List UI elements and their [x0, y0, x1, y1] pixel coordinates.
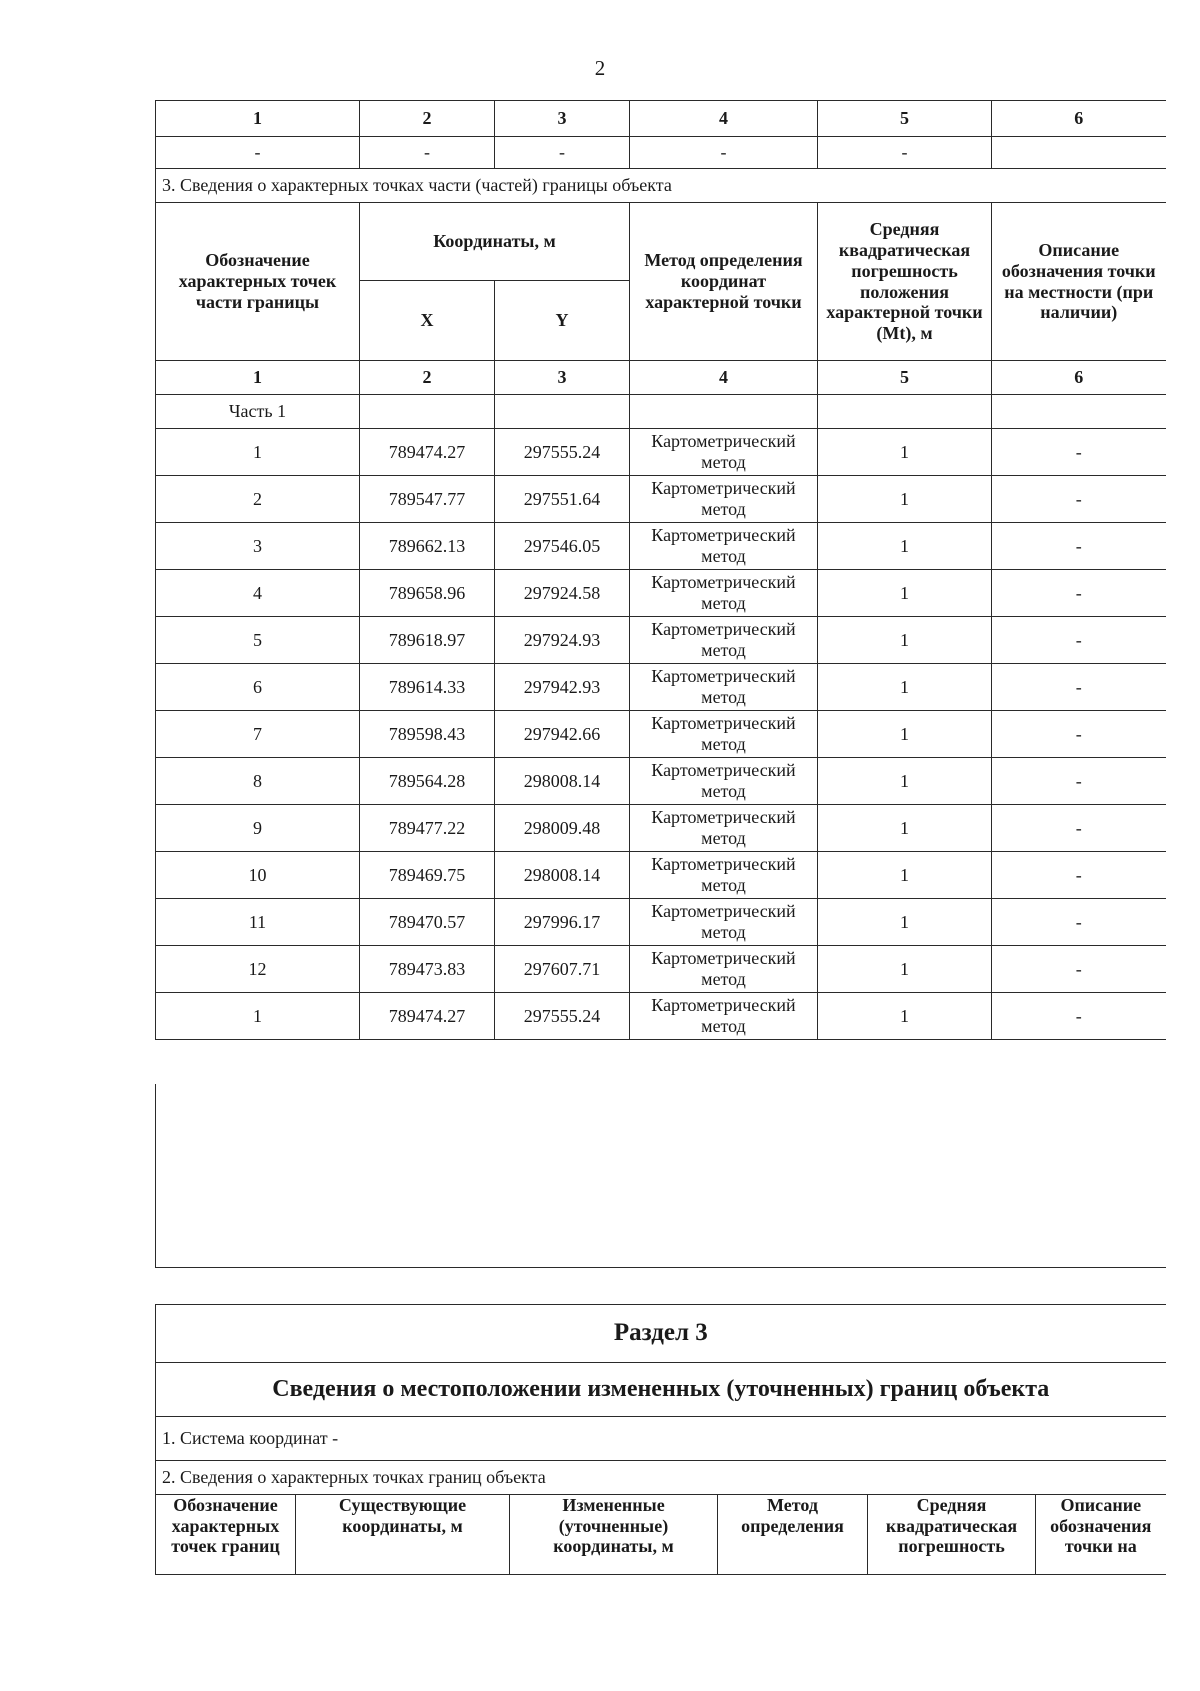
- mt-error: 1: [818, 993, 992, 1040]
- description: -: [992, 805, 1166, 852]
- coord-system-row: [156, 1417, 1166, 1461]
- description: -: [992, 429, 1166, 476]
- table-row: [156, 805, 1166, 852]
- method: Картометрический метод: [630, 946, 818, 993]
- empty-cell: [360, 395, 495, 429]
- points-table-title-row: [156, 169, 1166, 203]
- dash-row: [156, 137, 1166, 169]
- table-row: [156, 852, 1166, 899]
- method: Картометрический метод: [630, 805, 818, 852]
- table-row: [156, 664, 1166, 711]
- mt-error: 1: [818, 852, 992, 899]
- coord-y: 297942.66: [495, 711, 630, 758]
- header-error: Средняя квадратическая погрешность: [868, 1495, 1036, 1575]
- col-number: 2: [360, 361, 495, 395]
- method: Картометрический метод: [630, 758, 818, 805]
- header-error: Средняя квадратическая погрешность положения характерной точки (Mt), м: [818, 203, 992, 361]
- coord-y: 297924.93: [495, 617, 630, 664]
- part-row: [156, 395, 1166, 429]
- point-number: 3: [156, 523, 360, 570]
- table-row: [156, 711, 1166, 758]
- description: -: [992, 617, 1166, 664]
- header-x: X: [360, 281, 495, 361]
- mt-error: 1: [818, 429, 992, 476]
- empty-cell: [818, 395, 992, 429]
- empty-cell: [992, 395, 1166, 429]
- dash-cell: -: [156, 137, 360, 169]
- point-number: 2: [156, 476, 360, 523]
- coord-x: 789564.28: [360, 758, 495, 805]
- coord-x: 789662.13: [360, 523, 495, 570]
- section-points-title-row: [156, 1461, 1166, 1495]
- dash-cell: -: [495, 137, 630, 169]
- header-designation: Обозначение характерных точек границ: [156, 1495, 296, 1575]
- coord-y: 297607.71: [495, 946, 630, 993]
- empty-cell: [495, 395, 630, 429]
- coord-system: 1. Система координат -: [156, 1417, 1166, 1461]
- col-number: 2: [360, 101, 495, 137]
- coord-x: 789469.75: [360, 852, 495, 899]
- coord-x: 789618.97: [360, 617, 495, 664]
- mt-error: 1: [818, 758, 992, 805]
- coord-y: 297555.24: [495, 993, 630, 1040]
- header-description: Описание обозначения точки на местности (при наличии): [992, 203, 1166, 361]
- col-number: 5: [818, 101, 992, 137]
- coord-y: 298009.48: [495, 805, 630, 852]
- coord-y: 298008.14: [495, 852, 630, 899]
- mt-error: 1: [818, 711, 992, 758]
- col-number: 4: [630, 361, 818, 395]
- page-number: 2: [594, 56, 606, 80]
- method: Картометрический метод: [630, 899, 818, 946]
- col-number: 1: [156, 101, 360, 137]
- description: -: [992, 664, 1166, 711]
- coord-y: 297996.17: [495, 899, 630, 946]
- point-number: 12: [156, 946, 360, 993]
- dash-cell: -: [818, 137, 992, 169]
- description: -: [992, 993, 1166, 1040]
- table-row: [156, 758, 1166, 805]
- method: Картометрический метод: [630, 852, 818, 899]
- point-number: 9: [156, 805, 360, 852]
- mt-error: 1: [818, 570, 992, 617]
- section-header-row: [156, 1495, 1166, 1575]
- col-number: 3: [495, 101, 630, 137]
- point-number: 8: [156, 758, 360, 805]
- mt-error: 1: [818, 664, 992, 711]
- table-row: [156, 523, 1166, 570]
- section-points-title: 2. Сведения о характерных точках границ объекта: [156, 1461, 1166, 1495]
- header-method: Метод определения координат характерной точки: [630, 203, 818, 361]
- point-number: 1: [156, 429, 360, 476]
- description: -: [992, 899, 1166, 946]
- table-row: [156, 946, 1166, 993]
- points-table-title: 3. Сведения о характерных точках части (частей) границы объекта: [156, 169, 1166, 203]
- coord-x: 789614.33: [360, 664, 495, 711]
- top-col-numbers-row: [156, 101, 1166, 137]
- mt-error: 1: [818, 476, 992, 523]
- method: Картометрический метод: [630, 570, 818, 617]
- method: Картометрический метод: [630, 993, 818, 1040]
- description: -: [992, 711, 1166, 758]
- coord-x: 789474.27: [360, 429, 495, 476]
- table-row: [156, 993, 1166, 1040]
- dash-cell: -: [630, 137, 818, 169]
- points-col-numbers-row: [156, 361, 1166, 395]
- method: Картометрический метод: [630, 711, 818, 758]
- coord-x: 789474.27: [360, 993, 495, 1040]
- dash-cell: [992, 137, 1166, 169]
- coord-x: 789477.22: [360, 805, 495, 852]
- table-row: [156, 899, 1166, 946]
- description: -: [992, 758, 1166, 805]
- mt-error: 1: [818, 946, 992, 993]
- point-number: 11: [156, 899, 360, 946]
- mt-error: 1: [818, 899, 992, 946]
- col-number: 4: [630, 101, 818, 137]
- header-coords: Координаты, м: [360, 203, 630, 281]
- point-number: 7: [156, 711, 360, 758]
- method: Картометрический метод: [630, 429, 818, 476]
- header-changed-coords: Измененные (уточненные) координаты, м: [510, 1495, 718, 1575]
- coord-x: 789598.43: [360, 711, 495, 758]
- point-number: 4: [156, 570, 360, 617]
- method: Картометрический метод: [630, 617, 818, 664]
- coord-y: 298008.14: [495, 758, 630, 805]
- mt-error: 1: [818, 805, 992, 852]
- col-number: 3: [495, 361, 630, 395]
- col-number: 6: [992, 101, 1166, 137]
- section-subtitle: Сведения о местоположении измененных (уточненных) границ объекта: [156, 1363, 1166, 1417]
- table-row: [156, 429, 1166, 476]
- part-label: Часть 1: [156, 395, 360, 429]
- coord-x: 789658.96: [360, 570, 495, 617]
- point-number: 1: [156, 993, 360, 1040]
- col-number: 1: [156, 361, 360, 395]
- col-number: 5: [818, 361, 992, 395]
- header-method: Метод определения: [718, 1495, 868, 1575]
- coord-y: 297546.05: [495, 523, 630, 570]
- coord-y: 297551.64: [495, 476, 630, 523]
- section-subtitle-row: [156, 1363, 1166, 1417]
- coord-x: 789547.77: [360, 476, 495, 523]
- point-number: 10: [156, 852, 360, 899]
- description: -: [992, 476, 1166, 523]
- coord-y: 297555.24: [495, 429, 630, 476]
- coord-x: 789470.57: [360, 899, 495, 946]
- mt-error: 1: [818, 523, 992, 570]
- empty-cell: [630, 395, 818, 429]
- method: Картометрический метод: [630, 664, 818, 711]
- description: -: [992, 570, 1166, 617]
- dash-cell: -: [360, 137, 495, 169]
- coord-y: 297924.58: [495, 570, 630, 617]
- boundary-points-table: [155, 100, 1165, 1040]
- point-number: 6: [156, 664, 360, 711]
- method: Картометрический метод: [630, 476, 818, 523]
- description: -: [992, 852, 1166, 899]
- method: Картометрический метод: [630, 523, 818, 570]
- table-row: [156, 617, 1166, 664]
- coord-x: 789473.83: [360, 946, 495, 993]
- header-y: Y: [495, 281, 630, 361]
- section-title: Раздел 3: [156, 1305, 1166, 1363]
- coord-y: 297942.93: [495, 664, 630, 711]
- col-number: 6: [992, 361, 1166, 395]
- description: -: [992, 946, 1166, 993]
- table-row: [156, 570, 1166, 617]
- description: -: [992, 523, 1166, 570]
- blank-table-area: [155, 1084, 1166, 1268]
- point-number: 5: [156, 617, 360, 664]
- header-description: Описание обозначения точки на: [1036, 1495, 1166, 1575]
- mt-error: 1: [818, 617, 992, 664]
- header-existing-coords: Существующие координаты, м: [296, 1495, 510, 1575]
- section-3-table: [155, 1304, 1165, 1575]
- header-designation: Обозначение характерных точек части границы: [156, 203, 360, 361]
- section-title-row: [156, 1305, 1166, 1363]
- table-row: [156, 476, 1166, 523]
- header-row-1: [156, 203, 1166, 281]
